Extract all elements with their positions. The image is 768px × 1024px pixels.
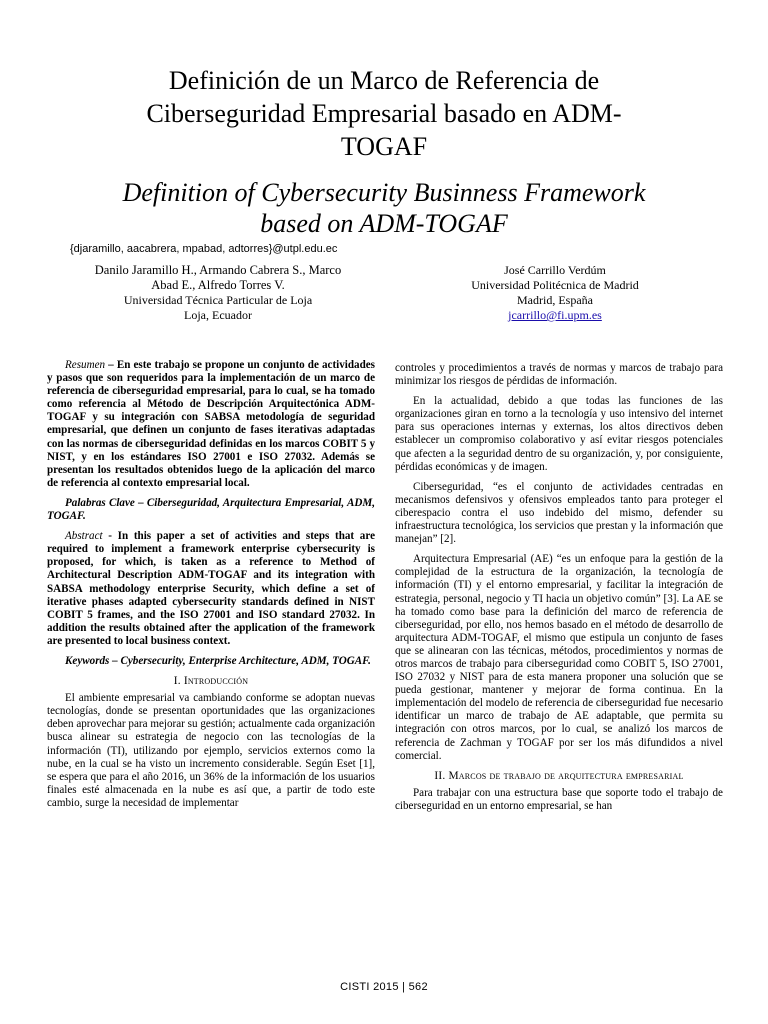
author-names-line-2: Abad E., Alfredo Torres V. [151, 278, 285, 292]
paper-title-es [0, 64, 768, 163]
abstract-en-dash: - [102, 530, 118, 543]
intro-paragraph: El ambiente empresarial va cambiando conforme se adoptan nuevas tecnologías, donde se presentan oportunidades que las organizaciones deben aprovechar para mejorar su gestión; actualmente cada organización busca alinear su estrategia de negocio con las tecnologías de la información (TI), utilizando por ejemplo, servicios externos como la nube, en la cual se ha visto un incremento considerable. Según Eset [1], se espera que para el año 2016, un 36% de la información de los usuarios finales esté almacenada en la nube es así que, a partir de todo este cambio, surge la necesidad de implementar [47, 692, 375, 809]
author-names-line-1: Danilo Jaramillo H., Armando Cabrera S., Marco [94, 263, 342, 277]
right-paragraph-2: Ciberseguridad, “es el conjunto de actividades centradas en mecanismos defensivos y ofensivos empleados tanto para proteger el ciberespacio contra el uso indebido del mismo, defender su infraestructura tecnológica, los servicios que prestan y la información que manejan” [2]. [395, 480, 723, 546]
affiliation-left [58, 263, 378, 323]
page-footer: CISTI 2015 | 562 [340, 981, 428, 993]
right-column [395, 362, 723, 820]
right-paragraph-3: Arquitectura Empresarial (AE) “es un enfoque para la gestión de la complejidad de la estructura de la organización, la tecnología de información (TI) y el entorno empresarial, y facilitar la integración de estrategia, personal, negocio y TI hacia un objetivo común” [3]. La AE se ha tomado como base para la definición del marco de referencia de ciberseguridad, por ello, nos hemos basado en el método de desarrollo de arquitectura ADM-TOGAF, el mismo que estipula un conjunto de fases que se alinearan con las técnicas, métodos, procedimientos y normas de otros marcos de trabajo para ciberseguridad como COBIT 5, ISO 27001, ISO 27032 y NIST para de esta manera proponer una solución que se pueda gestionar, mantener y mejorar de forma continua. En la implementación del modelo de referencia de ciberseguridad fue necesario identificar un marco de trabajo de AE adaptable, que permita su integración con otros marcos, por lo cual, se analizó los marcos de referencia de Zachman y TOGAF por ser los más difundidos a nivel comercial. [395, 553, 723, 762]
location-right: Madrid, España [517, 293, 593, 307]
abstract-es-text: En este trabajo se propone un conjunto de actividades y pasos que son requeridos para la implementación de un marco de referencia de ciberseguridad empresarial, para lo cual, se ha tomado como referencia al Método de Descripción Arquitectónica ADM-TOGAF y su integración con SABSA metodología de seguridad empresarial, que definen un conjunto de fases iterativas adaptadas con las normas de ciberseguridad definidas en los marcos COBIT 5 y NIST, y en los estándares ISO 27001 e ISO 27032. Además se presentan los resultados obtenidos luego de la aplicación del marco de referencia al contexto empresarial local. [47, 359, 375, 489]
right-paragraph-4: Para trabajar con una estructura base que soporte todo el trabajo de ciberseguridad en un entorno empresarial, se han [395, 786, 723, 812]
title-en-line-2: based on ADM-TOGAF [260, 209, 508, 238]
title-es-line-1: Definición de un Marco de Referencia de [168, 66, 600, 95]
left-column [47, 359, 375, 817]
title-en-line-1: Definition of Cybersecurity Businness Framework [122, 178, 646, 207]
location-left: Loja, Ecuador [184, 308, 252, 322]
author-name-right: José Carrillo Verdúm [504, 263, 606, 277]
abstract-es-label: Resumen [65, 359, 106, 371]
abstract-en-text: In this paper a set of activities and steps that are required to implement a framework enterprise cybersecurity is proposed, for which, is taken as a reference to Method of Architectural Description ADM-TOGAF and its integration with SABSA methodology enterprise Security, which define a set of iterative phases adapted cybersecurity standards defined in NIST COBIT 5 frames, and the ISO 27001 and ISO standard 27032. In addition the results obtained after the application of the framework are presented to local business context. [47, 530, 375, 647]
title-es-line-2: Ciberseguridad Empresarial basado en ADM- [146, 99, 622, 128]
abstract-es-dash: – [105, 359, 117, 371]
keywords-en: Keywords – Cybersecurity, Enterprise Architecture, ADM, TOGAF. [65, 654, 371, 667]
author-email-link[interactable]: jcarrillo@fi.upm.es [508, 308, 602, 322]
section-2-heading: II. Marcos de trabajo de arquitectura empresarial [434, 769, 684, 782]
section-1-heading: I. Introducción [173, 675, 249, 688]
abstract-en [47, 530, 375, 648]
affiliation-right [410, 263, 700, 323]
author-emails: {djaramillo, aacabrera, mpabad, adtorres}@utpl.edu.ec [70, 243, 338, 255]
institution-right: Universidad Politécnica de Madrid [471, 278, 639, 292]
right-paragraph-0: controles y procedimientos a través de normas y marcos de trabajo para minimizar los riesgos de pérdidas de información. [395, 362, 723, 388]
abstract-en-label: Abstract [65, 530, 103, 543]
abstract-es [47, 359, 375, 490]
keywords-es: Palabras Clave – Ciberseguridad, Arquitectura Empresarial, ADM, TOGAF. [47, 496, 375, 523]
right-paragraph-1: En la actualidad, debido a que todas las funciones de las organizaciones giran en torno a la tecnología y uso intensivo del internet para sus operaciones internas y externas, los altos directivos deben establecer un compromiso colaborativo y así evitar riesgos potenciales que afecten a la seguridad dentro de su organización, y, por consiguiente, pérdidas económicas y de imagen. [395, 395, 723, 473]
paper-title-en [0, 177, 768, 239]
title-es-line-3: TOGAF [340, 132, 428, 161]
institution-left: Universidad Técnica Particular de Loja [123, 293, 313, 307]
